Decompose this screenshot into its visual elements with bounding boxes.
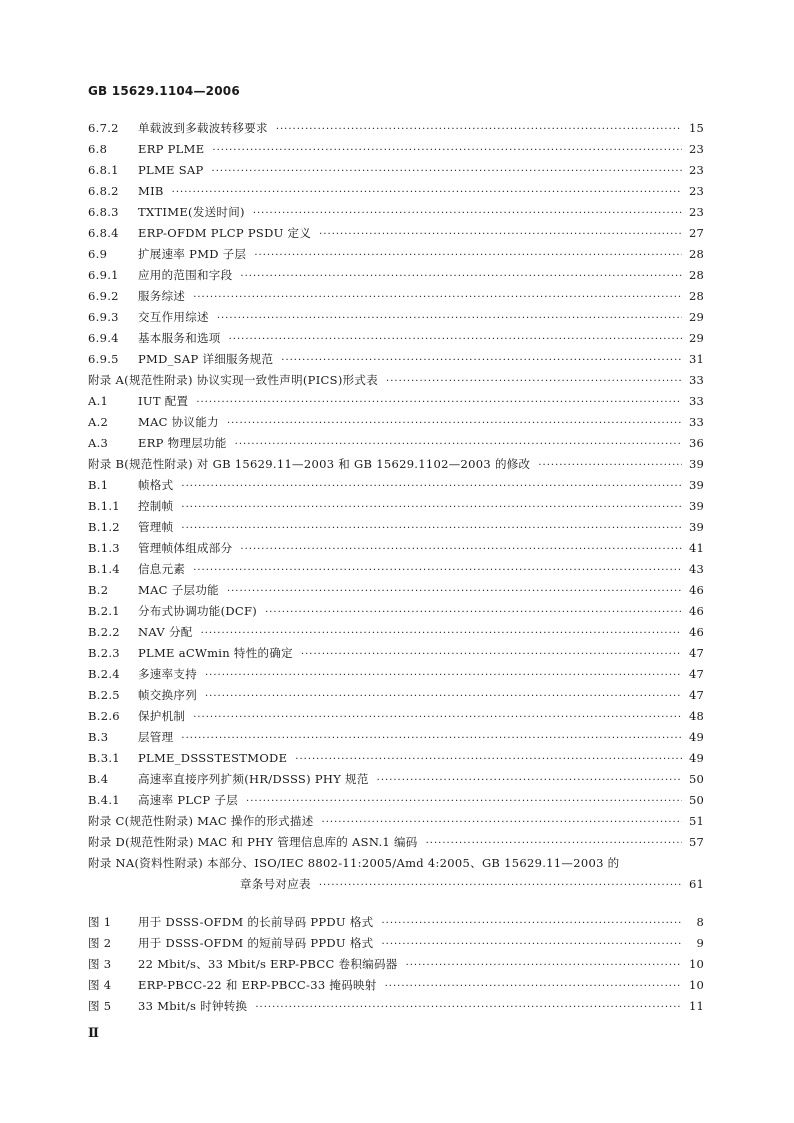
toc-entry-title: 扩展速率 PMD 子层	[138, 247, 247, 261]
toc-entry-page: 28	[688, 289, 704, 303]
toc-entry-page: 31	[688, 352, 704, 366]
leader-dots	[246, 791, 682, 812]
toc-entry-page: 9	[696, 936, 704, 950]
page-number-roman: Ⅱ	[88, 1026, 99, 1041]
toc-entry[interactable]	[88, 160, 704, 181]
toc-entry-title: MAC 子层功能	[138, 583, 219, 597]
table-of-contents	[88, 118, 704, 1017]
toc-entry-number: 图 4	[88, 978, 112, 992]
toc-entry-number: 图 3	[88, 957, 112, 971]
toc-entry-title: PLME_DSSSTESTMODE	[138, 751, 288, 765]
leader-dots	[181, 497, 682, 518]
leader-dots	[254, 245, 682, 266]
toc-entry-page: 50	[688, 772, 704, 786]
toc-entry-annex-na-continuation[interactable]	[88, 874, 704, 895]
toc-entry-title: PMD_SAP 详细服务规范	[138, 352, 274, 366]
toc-entry-number: 6.9.5	[88, 352, 119, 366]
toc-entry-page: 57	[688, 835, 704, 849]
leader-dots	[406, 955, 682, 976]
toc-entry-title: 帧交换序列	[138, 688, 197, 702]
leader-dots	[319, 224, 682, 245]
toc-entry-number: B.2.4	[88, 667, 120, 681]
toc-entry-title: 层管理	[138, 730, 174, 744]
toc-entry-title: 分布式协调功能(DCF)	[138, 604, 258, 618]
toc-entry-page: 10	[688, 957, 704, 971]
leader-dots	[235, 434, 682, 455]
toc-entry-number: A.3	[88, 436, 109, 450]
leader-dots	[386, 371, 682, 392]
leader-dots	[172, 182, 682, 203]
toc-entry-page: 23	[688, 205, 704, 219]
toc-entry-title: 管理帧体组成部分	[138, 541, 233, 555]
toc-entry[interactable]	[88, 244, 704, 265]
toc-entry-number: 6.8.3	[88, 205, 119, 219]
leader-dots	[212, 140, 682, 161]
toc-entry[interactable]	[88, 517, 704, 538]
toc-entry-page: 23	[688, 184, 704, 198]
figure-entry[interactable]	[88, 912, 704, 933]
toc-entry[interactable]	[88, 433, 704, 454]
leader-dots	[205, 686, 682, 707]
toc-entry-number: 6.9.3	[88, 310, 119, 324]
leader-dots	[322, 812, 682, 833]
toc-entry-number: B.2.2	[88, 625, 120, 639]
leader-dots	[196, 392, 682, 413]
toc-entry-annex-na[interactable]	[88, 853, 704, 874]
toc-entry[interactable]	[88, 181, 704, 202]
toc-entry-number: 6.8.1	[88, 163, 119, 177]
leader-dots	[426, 833, 682, 854]
toc-entry-title: 控制帧	[138, 499, 174, 513]
toc-entry-title: 附录 NA(资料性附录) 本部分、ISO/IEC 8802-11:2005/Amd 4:2005、GB 15629.11—2003 的	[88, 856, 620, 870]
toc-entry[interactable]	[88, 496, 704, 517]
toc-entry-number: 图 5	[88, 999, 112, 1013]
toc-entry-page: 47	[688, 688, 704, 702]
toc-entry-page: 8	[696, 915, 704, 929]
toc-entry-title: 用于 DSSS-OFDM 的短前导码 PPDU 格式	[138, 936, 374, 950]
standard-code-header: GB 15629.1104—2006	[88, 84, 240, 98]
leader-dots	[181, 518, 682, 539]
figure-entry[interactable]	[88, 954, 704, 975]
toc-entry[interactable]	[88, 391, 704, 412]
leader-dots	[385, 976, 682, 997]
leader-dots	[295, 749, 682, 770]
toc-entry[interactable]	[88, 223, 704, 244]
toc-entry-title: 信息元素	[138, 562, 186, 576]
toc-entry-page: 33	[688, 415, 704, 429]
toc-entry-page: 29	[688, 310, 704, 324]
leader-dots	[381, 934, 682, 955]
toc-entry[interactable]	[88, 118, 704, 139]
toc-entry-page: 11	[688, 999, 704, 1013]
toc-entry-title: IUT 配置	[138, 394, 189, 408]
figure-entry[interactable]	[88, 975, 704, 996]
toc-entry-page: 47	[688, 667, 704, 681]
toc-entry-page: 39	[688, 520, 704, 534]
toc-entry[interactable]	[88, 664, 704, 685]
toc-entry-page: 27	[688, 226, 704, 240]
toc-entry[interactable]	[88, 412, 704, 433]
leader-dots	[227, 413, 682, 434]
toc-entry[interactable]	[88, 727, 704, 748]
toc-entry-page: 39	[688, 478, 704, 492]
toc-entry-page: 61	[688, 877, 704, 891]
toc-entry-number: 6.9.1	[88, 268, 119, 282]
toc-entries	[88, 118, 704, 853]
toc-entry-title: 用于 DSSS-OFDM 的长前导码 PPDU 格式	[138, 915, 374, 929]
toc-entry-number: B.2.1	[88, 604, 120, 618]
toc-entry-title: 服务综述	[138, 289, 186, 303]
toc-entry-title: 33 Mbit/s 时钟转换	[138, 999, 248, 1013]
toc-entry-page: 46	[688, 604, 704, 618]
toc-entry-number: B.2.3	[88, 646, 120, 660]
toc-entry-page: 43	[688, 562, 704, 576]
toc-entry-title: 管理帧	[138, 520, 174, 534]
leader-dots	[240, 266, 682, 287]
toc-entry[interactable]	[88, 139, 704, 160]
toc-entry-page: 41	[688, 541, 704, 555]
toc-entry-number: 6.7.2	[88, 121, 119, 135]
leader-dots	[319, 875, 682, 896]
leader-dots	[181, 728, 682, 749]
leader-dots	[205, 665, 682, 686]
toc-entry-title: 高速率 PLCP 子层	[138, 793, 239, 807]
toc-entry[interactable]	[88, 370, 704, 391]
toc-entry-page: 47	[688, 646, 704, 660]
toc-entry-page: 50	[688, 793, 704, 807]
toc-entry[interactable]	[88, 538, 704, 559]
leader-dots	[255, 997, 682, 1018]
toc-entry-page: 23	[688, 163, 704, 177]
leader-dots	[229, 329, 682, 350]
toc-entry-title: 章条号对应表	[240, 877, 311, 891]
toc-entry-number: B.1	[88, 478, 109, 492]
toc-entry-number: 6.9.2	[88, 289, 119, 303]
toc-entry-page: 46	[688, 583, 704, 597]
toc-entry[interactable]	[88, 580, 704, 601]
toc-entry-title: 帧格式	[138, 478, 174, 492]
toc-entry-number: A.2	[88, 415, 109, 429]
toc-entry[interactable]	[88, 559, 704, 580]
toc-entry[interactable]	[88, 328, 704, 349]
toc-entry[interactable]	[88, 601, 704, 622]
leader-dots	[193, 287, 682, 308]
toc-entry-title: 保护机制	[138, 709, 186, 723]
toc-entry[interactable]	[88, 202, 704, 223]
figure-entry[interactable]	[88, 996, 704, 1017]
toc-entry-page: 39	[688, 457, 704, 471]
leader-dots	[212, 161, 682, 182]
toc-entry-number: 图 2	[88, 936, 112, 950]
toc-entry-page: 29	[688, 331, 704, 345]
leader-dots	[240, 539, 682, 560]
leader-dots	[265, 602, 682, 623]
toc-entry[interactable]	[88, 454, 704, 475]
toc-entry[interactable]	[88, 265, 704, 286]
figure-entry[interactable]	[88, 933, 704, 954]
toc-entry-title: 单载波到多载波转移要求	[138, 121, 268, 135]
toc-entry[interactable]	[88, 832, 704, 853]
toc-entry[interactable]	[88, 685, 704, 706]
toc-entry-page: 28	[688, 268, 704, 282]
toc-entry-page: 10	[688, 978, 704, 992]
toc-entry[interactable]	[88, 790, 704, 811]
toc-entry-title: ERP 物理层功能	[138, 436, 227, 450]
toc-entry-number: 6.8.4	[88, 226, 119, 240]
toc-entry-title: 高速率直接序列扩频(HR/DSSS) PHY 规范	[138, 772, 369, 786]
toc-entry-number: B.1.1	[88, 499, 120, 513]
toc-entry-page: 49	[688, 751, 704, 765]
toc-entry-title: NAV 分配	[138, 625, 193, 639]
toc-entry[interactable]	[88, 706, 704, 727]
toc-entry-number: A.1	[88, 394, 109, 408]
toc-entry-page: 28	[688, 247, 704, 261]
toc-entry-title: ERP PLME	[138, 142, 205, 156]
toc-entry-number: 图 1	[88, 915, 112, 929]
toc-entry-number: 6.9.4	[88, 331, 119, 345]
toc-entry-page: 23	[688, 142, 704, 156]
toc-entry-title: 附录 C(规范性附录) MAC 操作的形式描述	[88, 814, 314, 828]
toc-entry-title: 附录 B(规范性附录) 对 GB 15629.11—2003 和 GB 15629.1102—2003 的修改	[88, 457, 531, 471]
toc-entry-page: 51	[688, 814, 704, 828]
toc-entry-number: B.2	[88, 583, 109, 597]
toc-entry-number: B.3.1	[88, 751, 120, 765]
toc-entry[interactable]	[88, 622, 704, 643]
toc-entry-title: PLME aCWmin 特性的确定	[138, 646, 293, 660]
leader-dots	[201, 623, 682, 644]
leader-dots	[193, 707, 682, 728]
toc-entry-title: ERP-OFDM PLCP PSDU 定义	[138, 226, 312, 240]
toc-entry[interactable]	[88, 769, 704, 790]
figure-list	[88, 912, 704, 1017]
toc-entry[interactable]	[88, 643, 704, 664]
toc-entry-title: ERP-PBCC-22 和 ERP-PBCC-33 掩码映射	[138, 978, 377, 992]
toc-entry-number: B.1.2	[88, 520, 120, 534]
toc-entry[interactable]	[88, 307, 704, 328]
toc-entry[interactable]	[88, 475, 704, 496]
toc-entry[interactable]	[88, 811, 704, 832]
toc-entry-number: B.2.6	[88, 709, 120, 723]
toc-entry[interactable]	[88, 748, 704, 769]
toc-entry-page: 49	[688, 730, 704, 744]
toc-entry-title: TXTIME(发送时间)	[138, 205, 245, 219]
leader-dots	[377, 770, 682, 791]
leader-dots	[227, 581, 682, 602]
toc-entry-title: MAC 协议能力	[138, 415, 219, 429]
toc-entry-title: MIB	[138, 184, 164, 198]
toc-entry-page: 48	[688, 709, 704, 723]
leader-dots	[181, 476, 682, 497]
toc-entry-title: 附录 A(规范性附录) 协议实现一致性声明(PICS)形式表	[88, 373, 379, 387]
toc-entry-title: 多速率支持	[138, 667, 197, 681]
toc-entry[interactable]	[88, 286, 704, 307]
toc-entry-number: B.4.1	[88, 793, 120, 807]
toc-entry-title: 应用的范围和字段	[138, 268, 233, 282]
toc-entry-number: B.1.3	[88, 541, 120, 555]
leader-dots	[381, 913, 682, 934]
leader-dots	[253, 203, 682, 224]
toc-entry[interactable]	[88, 349, 704, 370]
leader-dots	[301, 644, 682, 665]
section-gap	[88, 895, 704, 912]
toc-entry-title: 交互作用综述	[138, 310, 209, 324]
leader-dots	[193, 560, 682, 581]
toc-entry-number: 6.8.2	[88, 184, 119, 198]
toc-entry-title: 22 Mbit/s、33 Mbit/s ERP-PBCC 卷积编码器	[138, 957, 398, 971]
toc-entry-page: 39	[688, 499, 704, 513]
toc-entry-number: 6.9	[88, 247, 108, 261]
leader-dots	[281, 350, 682, 371]
leader-dots	[276, 119, 682, 140]
toc-entry-page: 33	[688, 394, 704, 408]
toc-entry-number: 6.8	[88, 142, 108, 156]
toc-entry-number: B.4	[88, 772, 109, 786]
leader-dots	[538, 455, 682, 476]
toc-entry-title: 基本服务和选项	[138, 331, 221, 345]
toc-entry-page: 33	[688, 373, 704, 387]
toc-entry-page: 15	[688, 121, 704, 135]
toc-entry-number: B.3	[88, 730, 109, 744]
leader-dots	[217, 308, 682, 329]
toc-entry-page: 46	[688, 625, 704, 639]
toc-entry-number: B.1.4	[88, 562, 120, 576]
toc-entry-title: 附录 D(规范性附录) MAC 和 PHY 管理信息库的 ASN.1 编码	[88, 835, 418, 849]
toc-entry-number: B.2.5	[88, 688, 120, 702]
toc-entry-title: PLME SAP	[138, 163, 204, 177]
toc-entry-page: 36	[688, 436, 704, 450]
